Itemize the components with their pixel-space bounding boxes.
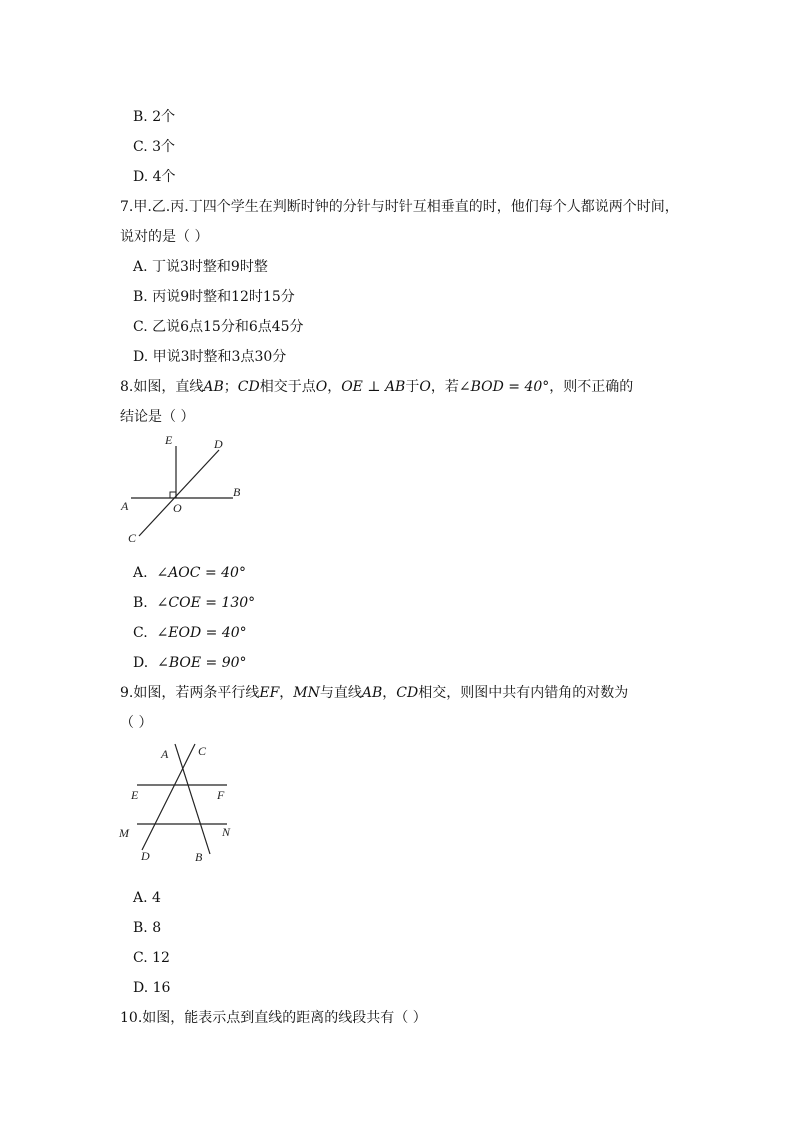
q9-figure xyxy=(115,740,245,865)
q9-stem-line1 xyxy=(120,684,628,702)
q8-stem-text: 于 xyxy=(405,379,420,395)
q7-option-d: D. 甲说3时整和3点30分 xyxy=(133,349,287,365)
q8-option-a xyxy=(133,564,246,582)
q8-math-o: O xyxy=(315,379,328,395)
q6-option-c: C. 3个 xyxy=(133,139,176,155)
q8-math-ab: AB xyxy=(203,379,224,395)
q8-math-oe-perp-ab: OE ⊥ AB xyxy=(341,379,406,395)
q7-stem-line2: 说对的是（ ） xyxy=(120,229,209,245)
q9-stem-text: ， xyxy=(382,685,397,701)
q8-label-e: E xyxy=(165,433,173,447)
q8-label-b: B xyxy=(233,485,241,499)
q8-option-letter: C. xyxy=(133,625,148,641)
q7-option-c: C. 乙说6点15分和6点45分 xyxy=(133,319,304,335)
q9-line-ab xyxy=(175,744,210,854)
q7-stem-line1: 7.甲.乙.丙.丁四个学生在判断时钟的分针与时针互相垂直的时，他们每个人都说两个时间， xyxy=(120,199,679,215)
q9-line-cd xyxy=(142,744,195,850)
q10-stem: 10.如图，能表示点到直线的距离的线段共有（ ） xyxy=(120,1010,427,1026)
q6-option-b: B. 2个 xyxy=(133,109,176,125)
q9-math-cd: CD xyxy=(396,685,419,701)
q7-option-a: A. 丁说3时整和9时整 xyxy=(133,259,268,275)
q9-math-ef: EF xyxy=(259,685,280,701)
q8-label-o: O xyxy=(173,501,182,515)
q8-option-math: ∠EOD = 40° xyxy=(156,625,247,641)
q8-stem-text: ，则不正确的 xyxy=(549,379,634,395)
q9-stem-line2: （ ） xyxy=(120,715,153,731)
q8-option-math: ∠COE = 130° xyxy=(156,595,256,611)
q8-option-c xyxy=(133,624,247,642)
q8-option-letter: A. xyxy=(133,565,148,581)
q9-label-c: C xyxy=(198,744,207,758)
q8-label-a: A xyxy=(121,499,129,513)
q8-stem-text: 相交于点 xyxy=(259,379,316,395)
q9-option-b: B. 8 xyxy=(133,920,162,936)
q9-option-a: A. 4 xyxy=(133,890,161,906)
q8-option-letter: D. xyxy=(133,655,149,671)
q7-option-b: B. 丙说9时整和12时15分 xyxy=(133,289,295,305)
q8-stem-text: ，若 xyxy=(430,379,459,395)
q8-label-c: C xyxy=(128,531,137,545)
q9-stem-text: 与直线 xyxy=(319,685,362,701)
q9-stem-text: 9.如图，若两条平行线 xyxy=(120,685,260,701)
q8-stem-line2: 结论是（ ） xyxy=(120,409,195,425)
q9-label-m: M xyxy=(119,826,129,840)
q9-math-mn: MN xyxy=(293,685,320,701)
q9-stem-text: 相交，则图中共有内错角的对数为 xyxy=(418,685,629,701)
q6-option-d: D. 4个 xyxy=(133,169,176,185)
q9-label-d: D xyxy=(141,849,150,863)
q8-stem-line1 xyxy=(120,378,633,396)
q8-math-angle-bod: ∠BOD = 40° xyxy=(458,379,550,395)
q8-option-d xyxy=(133,654,247,672)
q9-label-e: E xyxy=(131,788,139,802)
q9-stem-text: ， xyxy=(279,685,294,701)
q9-option-c: C. 12 xyxy=(133,950,170,966)
q8-math-o: O xyxy=(419,379,431,395)
q9-label-a: A xyxy=(161,747,169,761)
q9-label-n: N xyxy=(222,825,231,839)
q8-stem-text: ， xyxy=(327,379,342,395)
q9-label-b: B xyxy=(195,850,203,864)
q8-stem-text: ； xyxy=(223,379,238,395)
q8-figure xyxy=(115,432,255,547)
q8-math-cd: CD xyxy=(237,379,260,395)
q8-option-letter: B. xyxy=(133,595,148,611)
q8-stem-text: 8.如图，直线 xyxy=(120,379,204,395)
q8-label-d: D xyxy=(214,437,223,451)
q8-line-cd xyxy=(139,450,219,536)
q9-option-d: D. 16 xyxy=(133,980,171,996)
q9-math-ab: AB xyxy=(361,685,383,701)
q9-label-f: F xyxy=(217,788,225,802)
q8-option-math: ∠AOC = 40° xyxy=(156,565,246,581)
q8-option-b xyxy=(133,594,255,612)
q8-option-math: ∠BOE = 90° xyxy=(157,655,247,671)
